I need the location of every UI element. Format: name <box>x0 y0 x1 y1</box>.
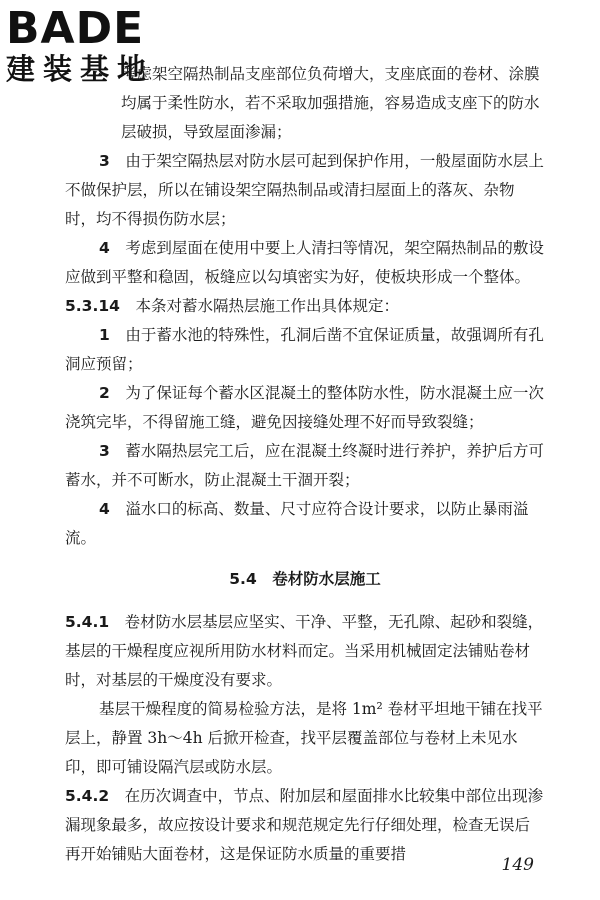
item-number: 4 <box>99 500 110 518</box>
list-item <box>65 379 545 437</box>
clause-text: 卷材防水层基层应坚实、干净、平整，无孔隙、起砂和裂缝，基层的干燥程度应视所用防水材料而定。当采用机械固定法铺贴卷材时，对基层的干燥度没有要求。 <box>65 613 544 689</box>
list-item <box>65 437 545 495</box>
clause-number: 5.3.14 <box>65 297 120 315</box>
document-body <box>65 60 545 869</box>
item-text: 考虑到屋面在使用中要上人清扫等情况，架空隔热制品的敷设应做到平整和稳固，板缝应以勾填密实为好，使板块形成一个整体。 <box>65 239 544 286</box>
item-text: 由于蓄水池的特殊性，孔洞后凿不宜保证质量，故强调所有孔洞应预留； <box>65 326 544 373</box>
clause-text: 在历次调查中，节点、附加层和屋面排水比较集中部位出现渗漏现象最多，故应按设计要求和规范规定先行仔细处理，检查无误后再开始铺贴大面卷材，这是保证防水质量的重要措 <box>65 787 544 863</box>
logo-top-text: BADE <box>6 3 145 54</box>
list-item <box>65 321 545 379</box>
item-number: 1 <box>99 326 110 344</box>
item-text: 由于架空隔热层对防水层可起到保护作用，一般屋面防水层上不做保护层，所以在铺设架空隔热制品或清扫屋面上的落灰、杂物时，均不得损伤防水层； <box>65 152 544 228</box>
item-text: 蓄水隔热层完工后，应在混凝土终凝时进行养护，养护后方可蓄水，并不可断水，防止混凝土干涸开裂； <box>65 442 544 489</box>
item-text: 溢水口的标高、数量、尺寸应符合设计要求，以防止暴雨溢流。 <box>65 500 529 547</box>
item-number: 4 <box>99 239 110 257</box>
clause-number: 5.4.2 <box>65 787 110 805</box>
clause <box>65 292 545 321</box>
paragraph: 基层干燥程度的简易检验方法，是将 1m² 卷材平坦地干铺在找平层上，静置 3h～4h 后掀开检查，找平层覆盖部位与卷材上未见水印，即可铺设隔汽层或防水层。 <box>65 700 543 776</box>
list-item <box>65 147 545 234</box>
item-number: 3 <box>99 442 110 460</box>
clause-text: 本条对蓄水隔热层施工作出具体规定： <box>135 297 399 315</box>
logo-bottom-text: 建装基地 <box>6 52 155 86</box>
paragraph-continuation: 考虑架空隔热制品支座部位负荷增大，支座底面的卷材、涂膜均属于柔性防水，若不采取加强措施，容易造成支座下的防水层破损，导致屋面渗漏； <box>121 65 540 141</box>
page-number: 149 <box>501 855 534 875</box>
clause <box>65 608 545 695</box>
list-item <box>65 234 545 292</box>
section-title: 5.4 卷材防水层施工 <box>229 570 381 588</box>
clause <box>65 782 545 869</box>
clause-number: 5.4.1 <box>65 613 110 631</box>
item-text: 为了保证每个蓄水区混凝土的整体防水性，防水混凝土应一次浇筑完毕，不得留施工缝，避免因接缝处理不好而导致裂缝； <box>65 384 544 431</box>
item-number: 3 <box>99 152 110 170</box>
item-number: 2 <box>99 384 110 402</box>
list-item <box>65 495 545 553</box>
